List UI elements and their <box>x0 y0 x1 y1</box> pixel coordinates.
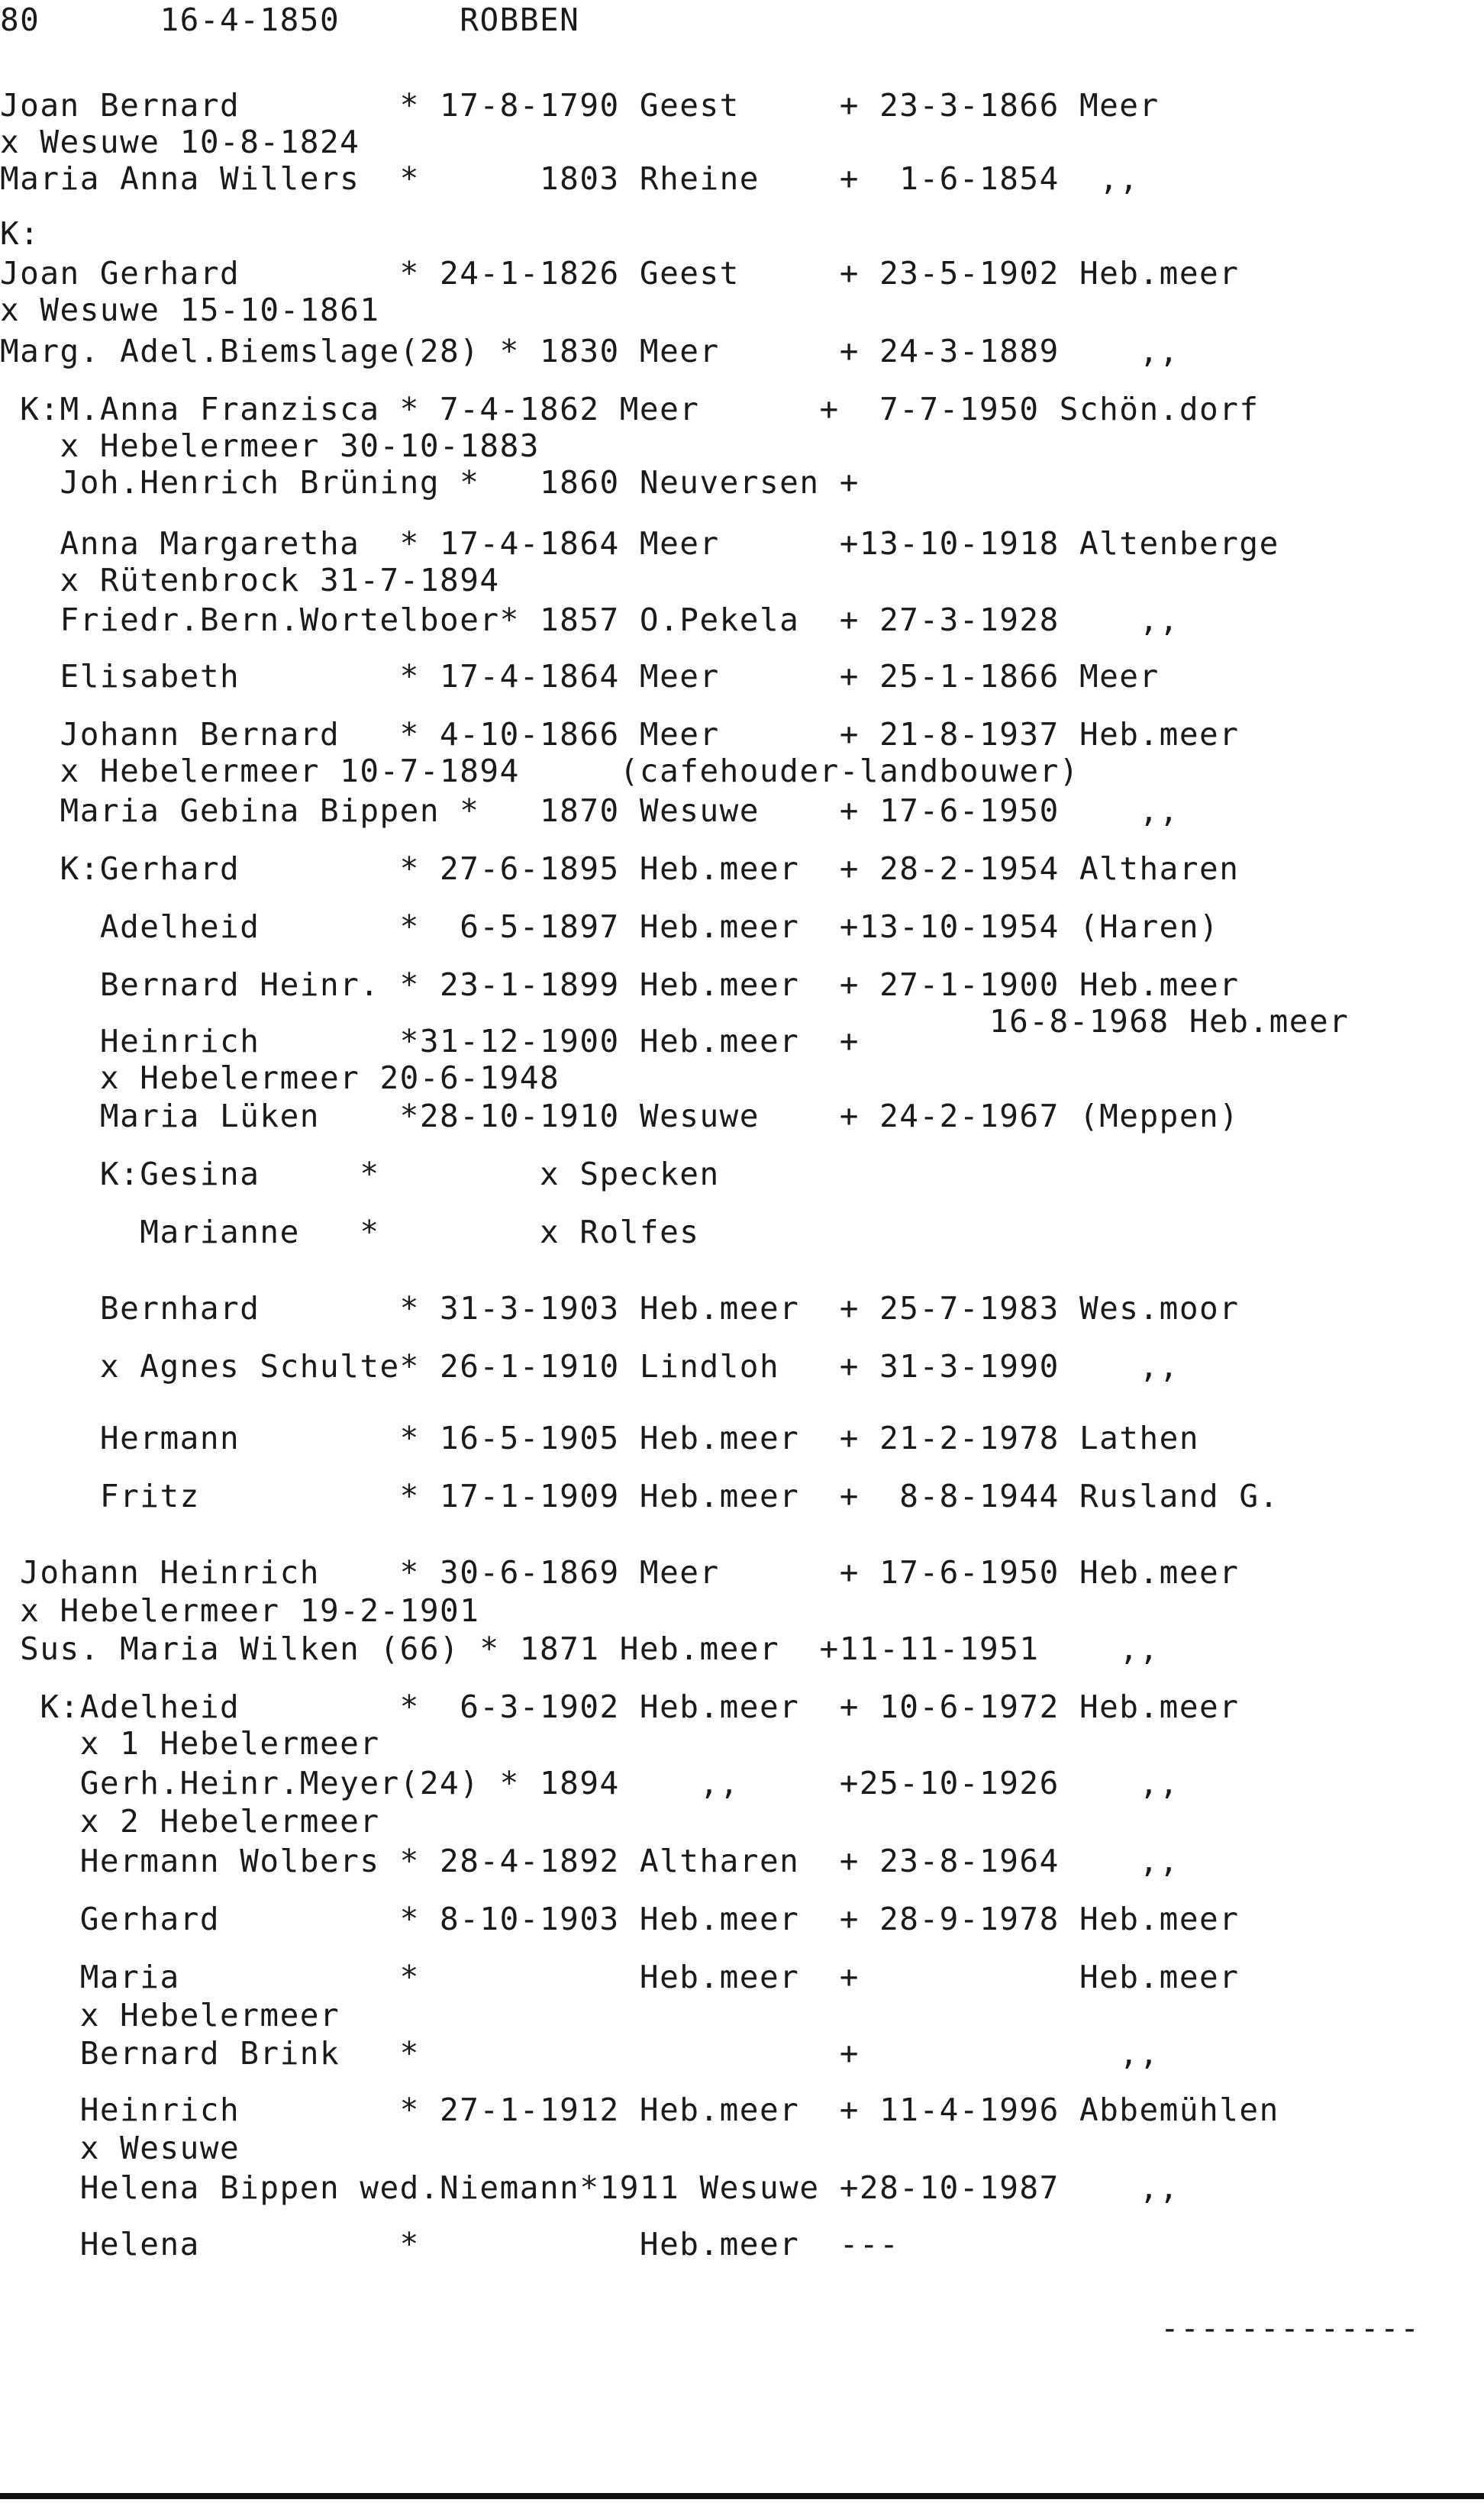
record-line: K: <box>0 215 40 252</box>
superscript-note: 16-8-1968 Heb.meer <box>989 1003 1350 1040</box>
record-line: Heinrich * 27-1-1912 Heb.meer + 11-4-1996 Abbemühlen <box>0 2092 1279 2128</box>
record-line: K:Adelheid * 6-3-1902 Heb.meer + 10-6-1972 Heb.meer <box>0 1688 1240 1725</box>
record-line: Gerhard * 8-10-1903 Heb.meer + 28-9-1978 Heb.meer <box>0 1901 1240 1937</box>
record-line: Maria Anna Willers * 1803 Rheine + 1-6-1854 ,, <box>0 160 1140 197</box>
record-line: Bernard Heinr. * 23-1-1899 Heb.meer + 27-1-1900 Heb.meer <box>0 966 1240 1003</box>
record-line: Gerh.Heinr.Meyer(24) * 1894 ,, +25-10-1926 ,, <box>0 1765 1179 1801</box>
record-line: Sus. Maria Wilken (66) * 1871 Heb.meer +11-11-1951 ,, <box>0 1630 1160 1667</box>
record-line: Marg. Adel.Biemslage(28) * 1830 Meer + 24-3-1889 ,, <box>0 333 1179 369</box>
record-line: Maria Gebina Bippen * 1870 Wesuwe + 17-6-1950 ,, <box>0 792 1179 829</box>
header-date: 16-4-1850 <box>160 2 340 38</box>
end-dashes: ------------- <box>1160 2310 1421 2346</box>
record-line: Friedr.Bern.Wortelboer* 1857 O.Pekela + 27-3-1928 ,, <box>0 602 1179 638</box>
record-line: Bernard Brink * + ,, <box>0 2035 1160 2072</box>
record-line: Adelheid * 6-5-1897 Heb.meer +13-10-1954 (Haren) <box>0 908 1220 945</box>
record-line: Joan Gerhard * 24-1-1826 Geest + 23-5-1902 Heb.meer <box>0 255 1240 292</box>
record-line: x Hebelermeer 10-7-1894 (cafehouder-landbouwer) <box>0 753 1079 789</box>
header-line <box>0 2 580 38</box>
record-line: K:Gerhard * 27-6-1895 Heb.meer + 28-2-1954 Altharen <box>0 850 1240 887</box>
record-line: Joan Bernard * 17-8-1790 Geest + 23-3-1866 Meer <box>0 87 1160 124</box>
record-line: Hermann * 16-5-1905 Heb.meer + 21-2-1978 Lathen <box>0 1420 1200 1456</box>
record-line: Johann Heinrich * 30-6-1869 Meer + 17-6-1950 Heb.meer <box>0 1554 1240 1591</box>
record-line: Helena Bippen wed.Niemann*1911 Wesuwe +28-10-1987 ,, <box>0 2169 1179 2206</box>
record-line: x Agnes Schulte* 26-1-1910 Lindloh + 31-3-1990 ,, <box>0 1348 1179 1385</box>
record-line: Johann Bernard * 4-10-1866 Meer + 21-8-1937 Heb.meer <box>0 716 1240 753</box>
record-line: Anna Margaretha * 17-4-1864 Meer +13-10-1918 Altenberge <box>0 525 1279 562</box>
record-line: x Hebelermeer 30-10-1883 <box>0 427 540 464</box>
record-line: x 2 Hebelermeer <box>0 1803 380 1840</box>
record-line: x Rütenbrock 31-7-1894 <box>0 562 500 598</box>
record-line: Fritz * 17-1-1909 Heb.meer + 8-8-1944 Rusland G. <box>0 1478 1279 1514</box>
record-line: Bernhard * 31-3-1903 Heb.meer + 25-7-1983 Wes.moor <box>0 1290 1240 1327</box>
record-line: Elisabeth * 17-4-1864 Meer + 25-1-1866 Meer <box>0 658 1160 695</box>
record-line: x Wesuwe 15-10-1861 <box>0 292 380 328</box>
record-line: x Hebelermeer <box>0 1997 340 2034</box>
record-line: Marianne * x Rolfes <box>0 1214 700 1250</box>
record-line: x 1 Hebelermeer <box>0 1725 380 1762</box>
record-line: Helena * Heb.meer --- <box>0 2226 900 2263</box>
record-line: K:Gesina * x Specken <box>0 1156 720 1192</box>
record-line: x Wesuwe 10-8-1824 <box>0 124 360 160</box>
bottom-rule <box>0 2493 1484 2499</box>
record-line: Heinrich *31-12-1900 Heb.meer + <box>0 1023 860 1060</box>
record-line: x Hebelermeer 20-6-1948 <box>0 1060 560 1096</box>
record-line: Maria Lüken *28-10-1910 Wesuwe + 24-2-1967 (Meppen) <box>0 1098 1240 1134</box>
record-line: Hermann Wolbers * 28-4-1892 Altharen + 23-8-1964 ,, <box>0 1843 1179 1879</box>
family-name: ROBBEN <box>460 2 580 38</box>
record-line: K:M.Anna Franzisca * 7-4-1862 Meer + 7-7-1950 Schön.dorf <box>0 391 1260 427</box>
page-number: 80 <box>0 2 40 38</box>
record-line: x Wesuwe <box>0 2130 240 2166</box>
record-line: Joh.Henrich Brüning * 1860 Neuversen + <box>0 464 860 501</box>
record-line: Maria * Heb.meer + Heb.meer <box>0 1959 1240 1995</box>
record-line: x Hebelermeer 19-2-1901 <box>0 1592 480 1629</box>
